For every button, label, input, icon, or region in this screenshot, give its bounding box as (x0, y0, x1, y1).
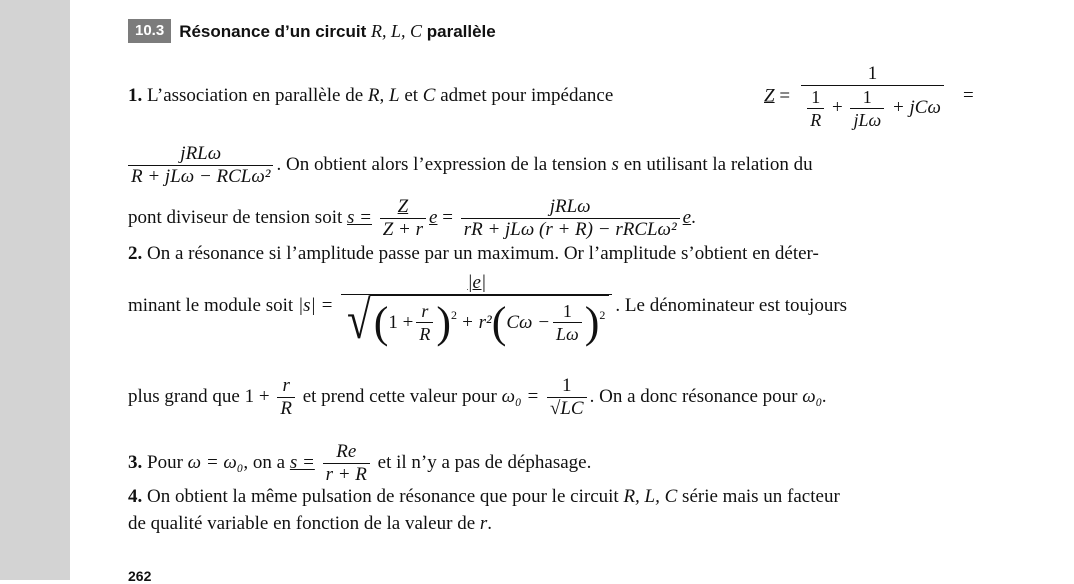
page-margin-strip (0, 0, 70, 580)
p4-line2: de qualité variable en fonction de la valeur de r. (128, 513, 493, 534)
p2-line1: 2. On a résonance si l’amplitude passe par un maximum. Or l’amplitude s’obtient en déter- (128, 243, 819, 264)
p2-line2: minant le module soit |s| = |e| √ ( 1 + $\frac{r}{R}$ ) 2 + r² ( Cω − $\frac{1}{L\omega}$ ) 2 . Le dénominateur est toujours (128, 272, 848, 350)
section-number: 10.3 (128, 19, 171, 43)
p1-line3: pont diviseur de tension soit s = $\frac{Z}{Z + r}$ e = $\frac{\text{jRLω}}{\text{rR + jLω (r + R) − rRCLω²}}$ e. (128, 196, 696, 240)
impedance-fraction: 1 $\frac{1}{R}$ + $\frac{1}{\text{jLω}}$ + jCω (798, 63, 948, 131)
section-title: Résonance d’un circuit R, L, C parallèle (179, 20, 496, 41)
p1-line1: 1. L’association en parallèle de R, L et C admet pour impédance (128, 85, 614, 106)
impedance-simplified: $\frac{\text{jRLω}}{\text{R + jLω − RCLω²}}$ (128, 143, 273, 188)
page-number: 262 (128, 568, 152, 584)
p3-line: 3. Pour ω = ω₀, on a s = $\frac{Re}{r + R}$ et il n’y a pas de déphasage. (128, 441, 592, 485)
p4-line1: 4. On obtient la même pulsation de résonance que pour le circuit R, L, C série mais un facteur (128, 486, 840, 507)
modulus-fraction: |e| √ ( 1 + $\frac{r}{R}$ ) 2 + r² ( Cω − $\frac{1}{L\omega}$ ) 2 (341, 272, 612, 345)
p2-line3: plus grand que 1 + $\frac{r}{R}$ et prend cette valeur pour ω₀ = $\frac{1}{√LC}$ . On a donc résonance pour ω₀. (128, 375, 828, 419)
document-body (128, 0, 974, 580)
p1-impedance-formula: Z = 1 $\frac{1}{R}$ + $\frac{1}{\text{jLω}}$ + jCω = (764, 63, 974, 130)
p1-line2: $\frac{\text{jRLω}}{\text{R + jLω − RCLω²}}$ . On obtient alors l’expression de la tension s en utilisant la relation du (128, 143, 813, 188)
